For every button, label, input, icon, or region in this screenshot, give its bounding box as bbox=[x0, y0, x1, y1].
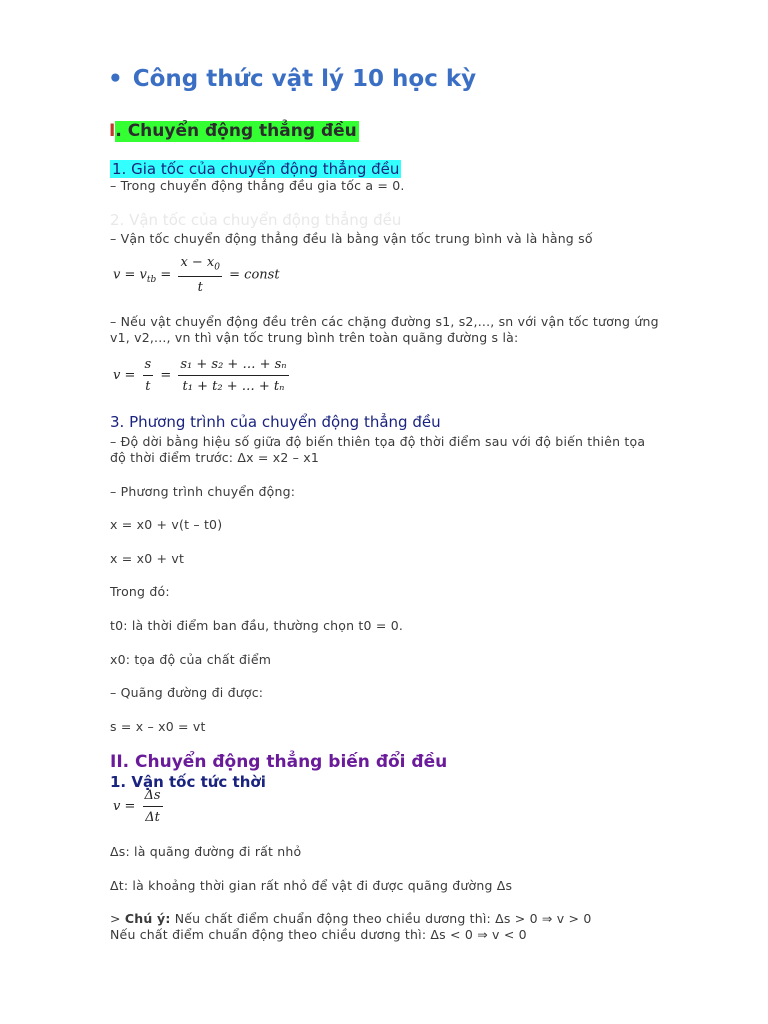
paragraph: x0: tọa độ của chất điểm bbox=[110, 652, 272, 667]
section-1-heading-text: . Chuyển động thẳng đều bbox=[115, 121, 357, 141]
paragraph: Δs: là quãng đường đi rất nhỏ bbox=[110, 844, 302, 859]
formula-lhs: v = bbox=[113, 368, 136, 383]
page-title bbox=[108, 66, 476, 92]
formula-denominator: Δt bbox=[145, 810, 160, 825]
note-line bbox=[110, 911, 592, 926]
paragraph: Trong đó: bbox=[110, 584, 170, 599]
section-2-heading: II. Chuyển động thẳng biến đổi đều bbox=[110, 752, 448, 772]
note-label: Chú ý: bbox=[124, 911, 171, 926]
equation-line: s = x – x0 = vt bbox=[110, 719, 206, 734]
paragraph: – Trong chuyển động thẳng đều gia tốc a = 0. bbox=[110, 178, 405, 193]
formula-numerator: s bbox=[143, 357, 154, 376]
formula-num-sub: 0 bbox=[214, 262, 220, 273]
paragraph: độ thời điểm trước: Δx = x2 – x1 bbox=[110, 450, 320, 465]
bullet-icon: • bbox=[108, 66, 123, 92]
note-text: Nếu chất điểm chuẩn động theo chiều dương thì: Δs > 0 ⇒ v > 0 bbox=[170, 911, 592, 926]
formula-denominator: t₁ + t₂ + … + tₙ bbox=[182, 379, 285, 394]
formula-denominator: t bbox=[197, 279, 203, 295]
note-line: Nếu chất điểm chuẩn động theo chiều dương thì: Δs < 0 ⇒ v < 0 bbox=[110, 927, 527, 942]
equation-line: x = x0 + vt bbox=[110, 551, 185, 566]
formula-lhs: v = v bbox=[113, 267, 147, 283]
formula-fraction bbox=[178, 357, 288, 394]
page-title-text: Công thức vật lý 10 học kỳ bbox=[132, 66, 477, 92]
subsection-2-1-heading: 1. Vận tốc tức thời bbox=[110, 773, 266, 791]
subsection-1-3-heading: 3. Phương trình của chuyển động thẳng đều bbox=[110, 413, 441, 431]
formula-eq: = bbox=[160, 368, 172, 383]
formula-fraction bbox=[143, 788, 163, 825]
paragraph: – Nếu vật chuyển động đều trên các chặng đường s1, s2,..., sn với vận tốc tương ứng bbox=[110, 314, 659, 329]
formula-numerator: s₁ + s₂ + … + sₙ bbox=[178, 357, 288, 376]
paragraph: – Quãng đường đi được: bbox=[110, 685, 264, 700]
paragraph: – Độ dời bằng hiệu số giữa độ biến thiên tọa độ thời điểm sau với độ biến thiên tọa bbox=[110, 434, 646, 449]
formula-numerator: Δs bbox=[143, 788, 163, 807]
formula-denominator: t bbox=[145, 379, 151, 394]
section-1-heading bbox=[109, 121, 359, 141]
paragraph: v1, v2,..., vn thì vận tốc trung bình trên toàn quãng đường s là: bbox=[110, 330, 519, 345]
paragraph: t0: là thời điểm ban đầu, thường chọn t0 = 0. bbox=[110, 618, 404, 633]
subsection-1-2-heading: 2. Vận tốc của chuyển động thẳng đều bbox=[110, 211, 402, 229]
section-1-roman: I bbox=[109, 121, 116, 141]
note-prefix: > bbox=[110, 911, 125, 926]
paragraph: – Phương trình chuyển động: bbox=[110, 484, 296, 499]
formula-eq: = bbox=[160, 267, 172, 283]
formula-fraction bbox=[143, 357, 154, 394]
formula-velocity bbox=[113, 255, 280, 295]
formula-fraction bbox=[178, 255, 222, 295]
formula-rhs: = const bbox=[229, 267, 280, 283]
equation-line: x = x0 + v(t – t0) bbox=[110, 517, 223, 532]
formula-num-text: x − x bbox=[180, 255, 215, 270]
paragraph: Δt: là khoảng thời gian rất nhỏ để vật đi được quãng đường Δs bbox=[110, 878, 513, 893]
formula-average-velocity bbox=[113, 357, 292, 394]
formula-instant-velocity bbox=[113, 788, 166, 825]
subsection-1-1-heading: 1. Gia tốc của chuyển động thẳng đều bbox=[112, 160, 400, 178]
formula-lhs-sub: tb bbox=[146, 274, 157, 285]
paragraph: – Vận tốc chuyển động thẳng đều là bằng vận tốc trung bình và là hằng số bbox=[110, 231, 593, 246]
formula-numerator bbox=[178, 255, 222, 277]
formula-lhs: v = bbox=[113, 799, 136, 814]
